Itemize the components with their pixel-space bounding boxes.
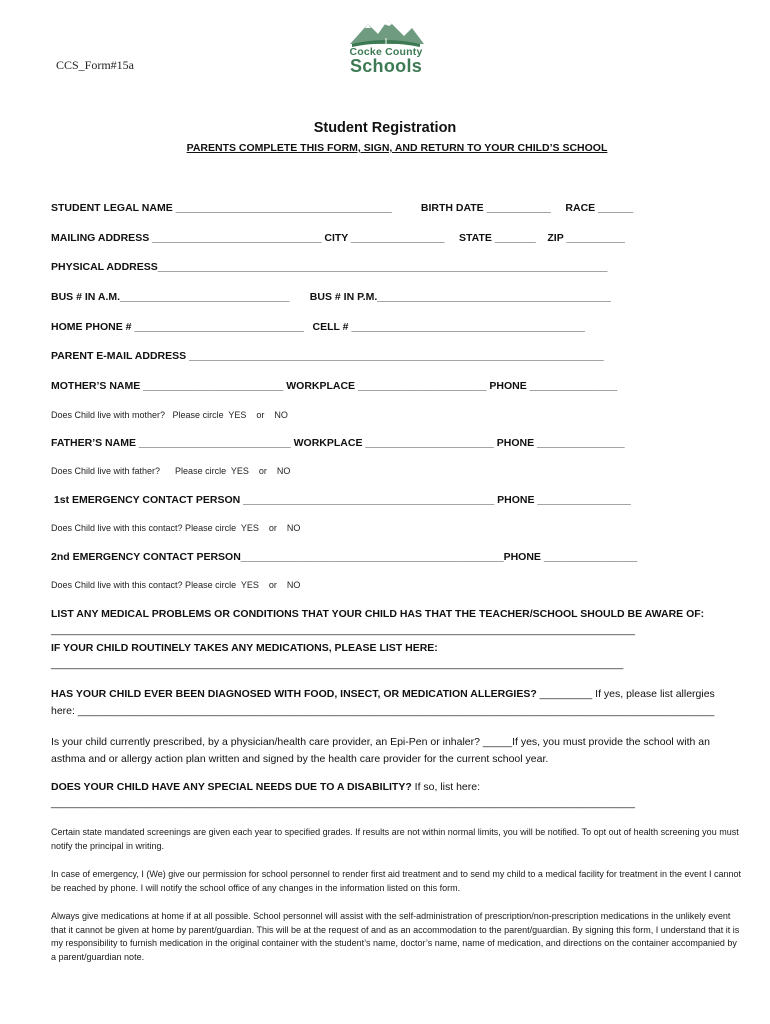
epipen-question[interactable]: Is your child currently prescribed, by a physician/health care provider, an Epi-Pen or inhaler? _____If yes, you must provide the school with an asthma and or allergy action plan written and signed by the health care provider for the current school year. (51, 736, 710, 765)
school-logo (340, 18, 432, 80)
special-needs-row (51, 781, 480, 793)
special-needs-prompt: If so, list here: (411, 781, 481, 793)
allergies-list-prompt: If yes, please list allergies (595, 688, 715, 700)
page-subtitle: PARENTS COMPLETE THIS FORM, SIGN, AND RETURN TO YOUR CHILD’S SCHOOL (186, 142, 608, 154)
medical-problems-label: LIST ANY MEDICAL PROBLEMS OR CONDITIONS THAT YOUR CHILD HAS THAT THE TEACHER/SCHOOL SHOULD BE AWARE OF: (51, 608, 705, 620)
allergies-answer-field[interactable]: _________ (536, 688, 596, 700)
phone-row[interactable]: HOME PHONE # _____________________________ CELL # ________________________________________ (51, 321, 586, 333)
father-row[interactable]: FATHER’S NAME __________________________ WORKPLACE ______________________ PHONE _______________ (51, 437, 625, 449)
special-needs-field[interactable]: ____________________________________________________________________________________________________ (51, 797, 635, 809)
bus-row[interactable]: BUS # IN A.M._____________________________ BUS # IN P.M.________________________________________ (51, 291, 611, 303)
emergency-contact-2-row[interactable]: 2nd EMERGENCY CONTACT PERSON_____________________________________________PHONE ________________ (51, 551, 638, 563)
medications-notice: Always give medications at home if at all possible. School personnel will assist with the self-administration of prescription/non-prescription medications in the unlikely event that it cannot be given at home by parent/guardian. This will be at the request of and as an accommodation to the parent/guardian. By signing this form, I understand that it is my responsibility to furnish medication in the original container with the student’s name, doctor’s name, name of medication, and directions on the container accompanied by a parent/guardian note. (51, 911, 740, 962)
emergency-notice: In case of emergency, I (We) give our permission for school personnel to render first aid treatment and to send my child to a medical facility for treatment in the event I cannot be reached by phone. I will notify the school office of any changes in the information listed on this form. (51, 869, 741, 893)
parent-email-row[interactable]: PARENT E-MAIL ADDRESS _______________________________________________________________________ (51, 350, 604, 362)
medications-field[interactable]: __________________________________________________________________________________________________ (51, 658, 624, 670)
allergies-label: HAS YOUR CHILD EVER BEEN DIAGNOSED WITH FOOD, INSECT, OR MEDICATION ALLERGIES? (51, 688, 537, 700)
physical-address-row[interactable]: PHYSICAL ADDRESS_____________________________________________________________________________ (51, 261, 608, 273)
page-title: Student Registration (313, 120, 457, 136)
form-id: CCS_Form#15a (56, 58, 135, 72)
logo-text-schools: Schools (349, 56, 423, 76)
logo-text-county: Cocke County (349, 46, 423, 58)
emergency-2-live-question[interactable]: Does Child live with this contact? Please circle YES or NO (51, 580, 301, 590)
mountain-book-logo-icon (340, 18, 432, 48)
special-needs-label: DOES YOUR CHILD HAVE ANY SPECIAL NEEDS DUE TO A DISABILITY? (51, 781, 412, 793)
medications-label: IF YOUR CHILD ROUTINELY TAKES ANY MEDICATIONS, PLEASE LIST HERE: (51, 642, 438, 654)
screenings-notice: Certain state mandated screenings are given each year to specified grades. If results are not within normal limits, you will be notified. To opt out of health screening you must notify the principal in writing. (51, 827, 739, 851)
allergies-list-field[interactable]: here: _____________________________________________________________________________________________________________ (51, 705, 715, 717)
father-live-question[interactable]: Does Child live with father? Please circle YES or NO (51, 466, 291, 476)
mailing-address-row[interactable]: MAILING ADDRESS _____________________________ CITY ________________ STATE _______ ZIP __________ (51, 232, 625, 244)
medical-problems-field[interactable]: ____________________________________________________________________________________________________ (51, 624, 635, 636)
mother-live-question[interactable]: Does Child live with mother? Please circle YES or NO (51, 410, 288, 420)
emergency-contact-1-row[interactable]: 1st EMERGENCY CONTACT PERSON ___________________________________________ PHONE ________________ (51, 494, 631, 506)
emergency-1-live-question[interactable]: Does Child live with this contact? Please circle YES or NO (51, 523, 301, 533)
allergies-row (51, 688, 715, 700)
mother-row[interactable]: MOTHER’S NAME ________________________ WORKPLACE ______________________ PHONE _______________ (51, 380, 618, 392)
student-name-row[interactable]: STUDENT LEGAL NAME _____________________________________ BIRTH DATE ___________ RACE ______ (51, 202, 634, 214)
